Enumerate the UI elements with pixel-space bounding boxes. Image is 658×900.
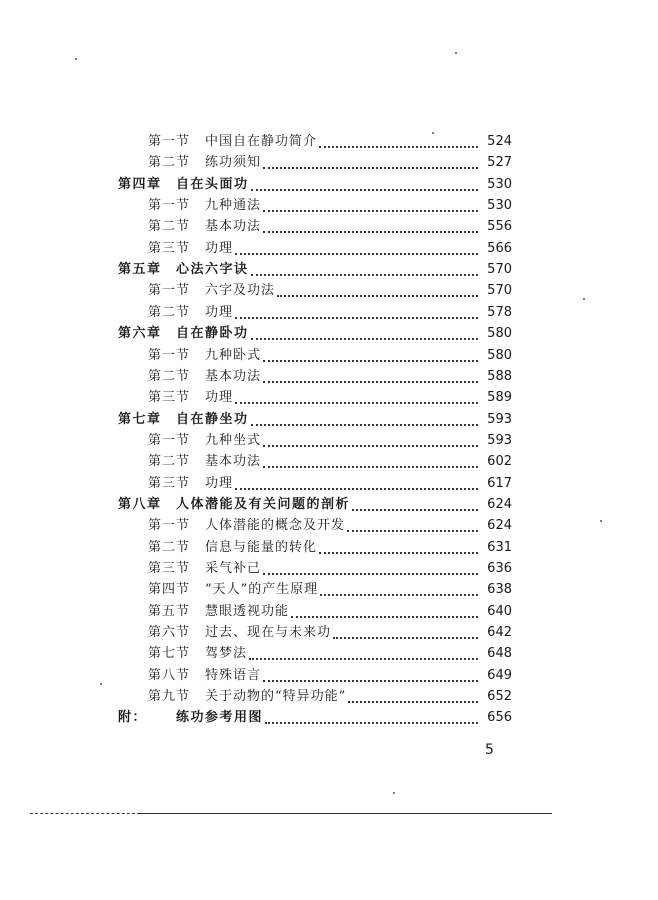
dot-leader — [263, 445, 478, 447]
page-reference: 530 — [487, 177, 512, 192]
chapter-number: 第八章 — [118, 497, 162, 512]
section-number: 第四节 — [148, 582, 191, 597]
section-title: 基本功法 — [205, 454, 262, 469]
section-number: 第三节 — [148, 241, 191, 256]
chapter-number: 第五章 — [118, 262, 162, 277]
page-reference: 624 — [487, 497, 512, 512]
chapter-number: 附： — [118, 710, 148, 725]
chapter-number: 第四章 — [118, 177, 162, 192]
toc-chapter-row — [0, 495, 658, 515]
page-reference: 570 — [487, 262, 512, 277]
toc-section-row — [0, 602, 658, 622]
dot-leader — [319, 552, 478, 554]
section-title: 九种坐式 — [205, 433, 262, 448]
section-title: 功理 — [205, 241, 234, 256]
section-number: 第八节 — [148, 668, 191, 683]
dot-leader — [265, 722, 478, 724]
toc-section-row — [0, 580, 658, 600]
section-number: 第五节 — [148, 604, 191, 619]
page-reference: 642 — [487, 625, 512, 640]
dot-leader — [263, 360, 478, 362]
dot-leader — [235, 488, 478, 490]
dot-leader — [277, 295, 478, 297]
dot-leader — [251, 338, 478, 340]
section-number: 第一节 — [148, 198, 191, 213]
bottom-rule-dashed — [30, 813, 140, 814]
dot-leader — [235, 317, 478, 319]
toc-section-row — [0, 132, 658, 152]
dot-leader — [249, 658, 478, 660]
dot-leader — [263, 680, 478, 682]
page-reference: 593 — [487, 433, 512, 448]
toc-section-row — [0, 559, 658, 579]
page-reference: 566 — [487, 241, 512, 256]
toc-section-row — [0, 474, 658, 494]
section-number: 第一节 — [148, 348, 191, 363]
toc-section-row — [0, 623, 658, 643]
page-reference: 648 — [487, 646, 512, 661]
toc-section-row — [0, 452, 658, 472]
scan-speck — [583, 298, 585, 300]
section-number: 第二节 — [148, 540, 191, 555]
dot-leader — [251, 424, 478, 426]
page-reference: 556 — [487, 219, 512, 234]
toc-section-row — [0, 516, 658, 536]
scan-speck — [600, 520, 602, 522]
dot-leader — [263, 573, 478, 575]
section-title: 采气补己 — [205, 561, 262, 576]
scan-speck — [393, 792, 395, 794]
page-reference: 617 — [487, 476, 512, 491]
section-title: 中国自在静功简介 — [205, 134, 318, 149]
chapter-number: 第六章 — [118, 326, 162, 341]
dot-leader — [263, 466, 478, 468]
page-reference: 580 — [487, 348, 512, 363]
scan-speck — [432, 132, 434, 134]
toc-section-row — [0, 303, 658, 323]
toc-chapter-row — [0, 260, 658, 280]
page-reference: 580 — [487, 326, 512, 341]
section-number: 第二节 — [148, 369, 191, 384]
page-reference: 588 — [487, 369, 512, 384]
section-number: 第一节 — [148, 134, 191, 149]
dot-leader — [263, 381, 478, 383]
dot-leader — [347, 530, 478, 532]
section-title: 关于动物的“特异功能” — [205, 689, 347, 704]
page-reference: 636 — [487, 561, 512, 576]
page-reference: 530 — [487, 198, 512, 213]
section-title: 慧眼透视功能 — [205, 604, 290, 619]
scan-speck — [75, 58, 77, 60]
toc-section-row — [0, 388, 658, 408]
page-reference: 593 — [487, 412, 512, 427]
section-title: “天人”的产生原理 — [205, 582, 319, 597]
page-reference: 589 — [487, 390, 512, 405]
chapter-title: 自在静卧功 — [176, 326, 249, 341]
dot-leader — [352, 509, 478, 511]
page-reference: 578 — [487, 305, 512, 320]
section-title: 功理 — [205, 476, 234, 491]
chapter-number: 第七章 — [118, 412, 162, 427]
toc-section-row — [0, 281, 658, 301]
section-number: 第一节 — [148, 518, 191, 533]
dot-leader — [319, 146, 478, 148]
section-title: 九种卧式 — [205, 348, 262, 363]
dot-leader — [333, 637, 478, 639]
chapter-title: 自在头面功 — [176, 177, 249, 192]
section-number: 第三节 — [148, 390, 191, 405]
chapter-title: 人体潜能及有关问题的剖析 — [176, 497, 351, 512]
page-reference: 524 — [487, 134, 512, 149]
section-number: 第九节 — [148, 689, 191, 704]
dot-leader — [263, 231, 478, 233]
section-number: 第二节 — [148, 305, 191, 320]
toc-section-row — [0, 217, 658, 237]
toc-section-row — [0, 367, 658, 387]
chapter-title: 心法六字诀 — [176, 262, 249, 277]
toc-chapter-row — [0, 324, 658, 344]
dot-leader — [320, 594, 478, 596]
dot-leader — [263, 167, 478, 169]
page-reference: 631 — [487, 540, 512, 555]
toc-section-row — [0, 666, 658, 686]
section-title: 练功须知 — [205, 155, 262, 170]
toc-chapter-row — [0, 175, 658, 195]
section-title: 基本功法 — [205, 369, 262, 384]
section-number: 第三节 — [148, 561, 191, 576]
section-title: 人体潜能的概念及开发 — [205, 518, 346, 533]
page-reference: 527 — [487, 155, 512, 170]
toc-chapter-row — [0, 410, 658, 430]
dot-leader — [348, 701, 478, 703]
scan-speck — [455, 52, 457, 54]
page-reference: 638 — [487, 582, 512, 597]
section-number: 第二节 — [148, 219, 191, 234]
page-reference: 602 — [487, 454, 512, 469]
section-title: 九种通法 — [205, 198, 262, 213]
section-title: 信息与能量的转化 — [205, 540, 318, 555]
page-reference: 656 — [487, 710, 512, 725]
page-number: 5 — [485, 742, 494, 758]
page-reference: 640 — [487, 604, 512, 619]
toc-section-row — [0, 196, 658, 216]
dot-leader — [251, 189, 478, 191]
section-title: 六字及功法 — [205, 283, 276, 298]
chapter-title: 自在静坐功 — [176, 412, 249, 427]
page-reference: 649 — [487, 668, 512, 683]
section-title: 功理 — [205, 390, 234, 405]
scan-speck — [100, 683, 102, 685]
section-number: 第七节 — [148, 646, 191, 661]
toc-section-row — [0, 644, 658, 664]
page-reference: 624 — [487, 518, 512, 533]
section-number: 第一节 — [148, 433, 191, 448]
section-number: 第六节 — [148, 625, 191, 640]
section-title: 特殊语言 — [205, 668, 262, 683]
dot-leader — [263, 210, 478, 212]
toc-section-row — [0, 687, 658, 707]
section-title: 过去、现在与未来功 — [205, 625, 332, 640]
section-title: 驾梦法 — [205, 646, 248, 661]
section-title: 功理 — [205, 305, 234, 320]
toc-section-row — [0, 239, 658, 259]
toc-section-row — [0, 346, 658, 366]
bottom-rule — [140, 813, 552, 814]
section-number: 第一节 — [148, 283, 191, 298]
page-reference: 652 — [487, 689, 512, 704]
page-reference: 570 — [487, 283, 512, 298]
toc-section-row — [0, 431, 658, 451]
section-title: 基本功法 — [205, 219, 262, 234]
dot-leader — [235, 402, 478, 404]
toc-chapter-row — [0, 708, 658, 728]
section-number: 第三节 — [148, 476, 191, 491]
dot-leader — [235, 253, 478, 255]
section-number: 第二节 — [148, 454, 191, 469]
dot-leader — [291, 616, 478, 618]
toc-section-row — [0, 538, 658, 558]
chapter-title: 练功参考用图 — [176, 710, 264, 725]
dot-leader — [251, 274, 478, 276]
toc-section-row — [0, 153, 658, 173]
section-number: 第二节 — [148, 155, 191, 170]
